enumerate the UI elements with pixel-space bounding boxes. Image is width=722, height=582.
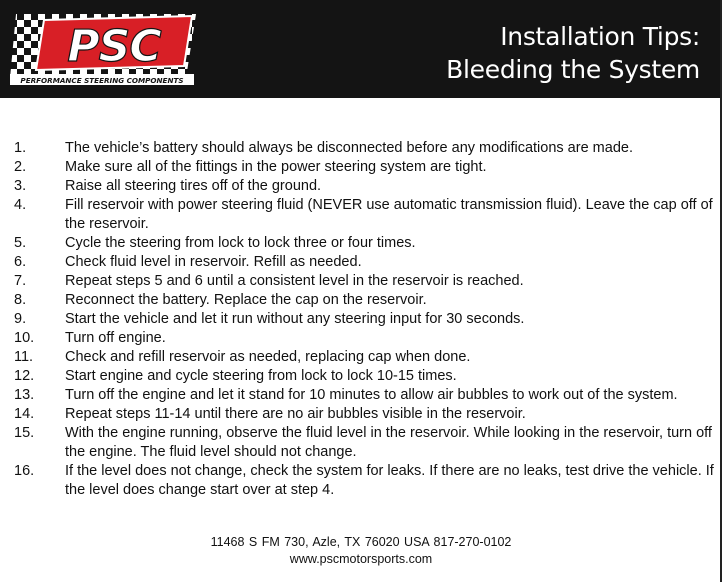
- title-line-2: Bleeding the System: [446, 55, 700, 84]
- step-text: Repeat steps 5 and 6 until a consistent level in the reservoir is reached.: [65, 273, 524, 289]
- title-line-1: Installation Tips:: [500, 22, 700, 51]
- step-number: 11.: [14, 349, 34, 365]
- step-number: 8.: [14, 292, 27, 308]
- step-text: With the engine running, observe the fluid level in the reservoir. While looking in the reservoir, turn off the engine. The fluid level should not change.: [65, 425, 712, 460]
- step-item: [14, 348, 718, 367]
- step-text: Start the vehicle and let it run without any steering input for 30 seconds.: [65, 311, 525, 327]
- step-text: Raise all steering tires off of the ground.: [65, 178, 322, 194]
- step-text: Reconnect the battery. Replace the cap on the reservoir.: [65, 292, 427, 308]
- logo-text: PSC: [67, 21, 161, 72]
- step-text: Make sure all of the fittings in the power steering system are tight.: [65, 159, 487, 175]
- step-item: [14, 367, 718, 386]
- step-item: [14, 291, 718, 310]
- step-item: [14, 424, 718, 462]
- step-item: [14, 177, 718, 196]
- step-text: Cycle the steering from lock to lock three or four times.: [65, 235, 416, 251]
- footer: [0, 534, 722, 568]
- step-item: [14, 462, 718, 500]
- step-number: 6.: [14, 254, 27, 270]
- instruction-steps: [14, 139, 718, 500]
- step-text: Turn off engine.: [65, 330, 166, 346]
- header-banner: [0, 0, 722, 98]
- footer-website: www.pscmotorsports.com: [289, 552, 433, 566]
- step-number: 15.: [14, 425, 35, 441]
- logo-subtitle: PERFORMANCE STEERING COMPONENTS: [20, 76, 184, 85]
- step-number: 16.: [14, 463, 35, 479]
- step-number: 13.: [14, 387, 35, 403]
- step-text: The vehicle’s battery should always be disconnected before any modifications are made.: [65, 140, 633, 156]
- step-number: 3.: [14, 178, 27, 194]
- step-item: [14, 253, 718, 272]
- step-number: 1.: [14, 140, 27, 156]
- step-item: [14, 196, 718, 234]
- step-text: Repeat steps 11-14 until there are no air bubbles visible in the reservoir.: [65, 406, 526, 422]
- step-text: Turn off the engine and let it stand for 10 minutes to allow air bubbles to work out of the system.: [65, 387, 678, 403]
- step-text: Fill reservoir with power steering fluid (NEVER use automatic transmission fluid). Leave the cap off of the reservoir.: [65, 197, 713, 232]
- step-number: 12.: [14, 368, 35, 384]
- step-number: 4.: [14, 197, 27, 213]
- step-text: Check and refill reservoir as needed, replacing cap when done.: [65, 349, 471, 365]
- step-item: [14, 329, 718, 348]
- step-text: Start engine and cycle steering from lock to lock 10-15 times.: [65, 368, 457, 384]
- step-item: [14, 139, 718, 158]
- step-number: 14.: [14, 406, 35, 422]
- page-title: [446, 20, 700, 86]
- step-text: Check fluid level in reservoir. Refill as needed.: [65, 254, 362, 270]
- step-item: [14, 310, 718, 329]
- step-number: 9.: [14, 311, 27, 327]
- step-text: If the level does not change, check the system for leaks. If there are no leaks, test drive the vehicle. If the level does change start over at step 4.: [65, 463, 714, 498]
- step-item: [14, 272, 718, 291]
- step-number: 5.: [14, 235, 27, 251]
- step-item: [14, 405, 718, 424]
- step-number: 7.: [14, 273, 27, 289]
- step-item: [14, 158, 718, 177]
- step-number: 2.: [14, 159, 27, 175]
- step-number: 10.: [14, 330, 35, 346]
- step-item: [14, 234, 718, 253]
- footer-address: 11468 S FM 730, Azle, TX 76020 USA 817-270-0102: [210, 535, 512, 549]
- step-item: [14, 386, 718, 405]
- psc-logo: [10, 6, 196, 88]
